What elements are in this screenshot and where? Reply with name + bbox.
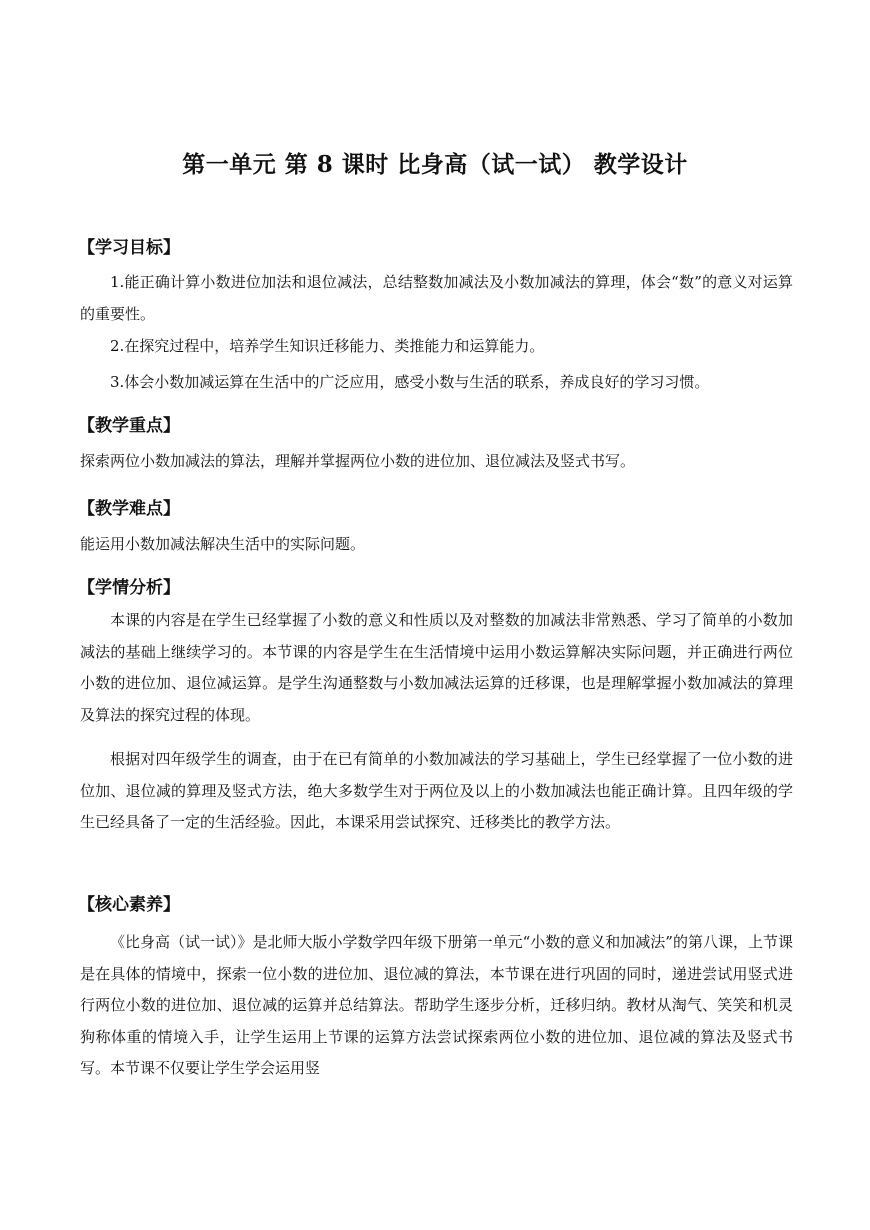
section-heading-difficulties: 【教学难点】 bbox=[78, 499, 180, 519]
paragraph: 能运用小数加减法解决生活中的实际问题。 bbox=[80, 535, 366, 553]
paragraph: 根据对四年级学生的调查，由于在已有简单的小数加减法的学习基础上，学生已经掌握了一位小数的进位加、退位减的算理及竖式方法，绝大多数学生对于两位及以上的小数加减法也能正确计算。且四年级的学生已经具备了一定的生活经验。因此，本课采用尝试探究、迁移类比的教学方法。 bbox=[80, 750, 793, 831]
paragraph: 本课的内容是在学生已经掌握了小数的意义和性质以及对整数的加减法非常熟悉、学习了简单的小数加减法的基础上继续学习的。本节课的内容是学生在生活情境中运用小数运算解决实际问题，并正确进行两位小数的进位加、退位减运算。是学生沟通整数与小数加减法运算的迁移课，也是理解掌握小数加减法的算理及算法的探究过程的体现。 bbox=[80, 611, 793, 724]
document-title: 第一单元 第 8 课时 比身高（试一试） 教学设计 bbox=[182, 151, 688, 178]
paragraph: 2.在探究过程中，培养学生知识迁移能力、类推能力和运算能力。 bbox=[110, 337, 545, 355]
section-heading-core-literacy: 【核心素养】 bbox=[78, 895, 180, 915]
section-heading-key-points: 【教学重点】 bbox=[78, 416, 180, 436]
section-heading-learning-goals: 【学习目标】 bbox=[78, 238, 180, 258]
section-heading-student-analysis: 【学情分析】 bbox=[78, 578, 180, 598]
paragraph: 1.能正确计算小数进位加法和退位减法，总结整数加减法及小数加减法的算理，体会“数”的意义对运算的重要性。 bbox=[80, 273, 793, 323]
paragraph: 《比身高（试一试）》是北师大版小学数学四年级下册第一单元“小数的意义和加减法”的第八课，上节课是在具体的情境中，探索一位小数的进位加、退位减的算法，本节课在进行巩固的同时，递进尝试用竖式进行两位小数的进位加、退位减的运算并总结算法。帮助学生逐步分析，迁移归纳。教材从淘气、笑笑和机灵狗称体重的情境入手，让学生运用上节课的运算方法尝试探索两位小数的进位加、退位减的算法及竖式书写。本节课不仅要让学生学会运用竖 bbox=[80, 933, 793, 1077]
paragraph: 3.体会小数加减运算在生活中的广泛应用，感受小数与生活的联系，养成良好的学习习惯。 bbox=[110, 373, 710, 391]
paragraph: 探索两位小数加减法的算法，理解并掌握两位小数的进位加、退位减法及竖式书写。 bbox=[80, 452, 636, 470]
